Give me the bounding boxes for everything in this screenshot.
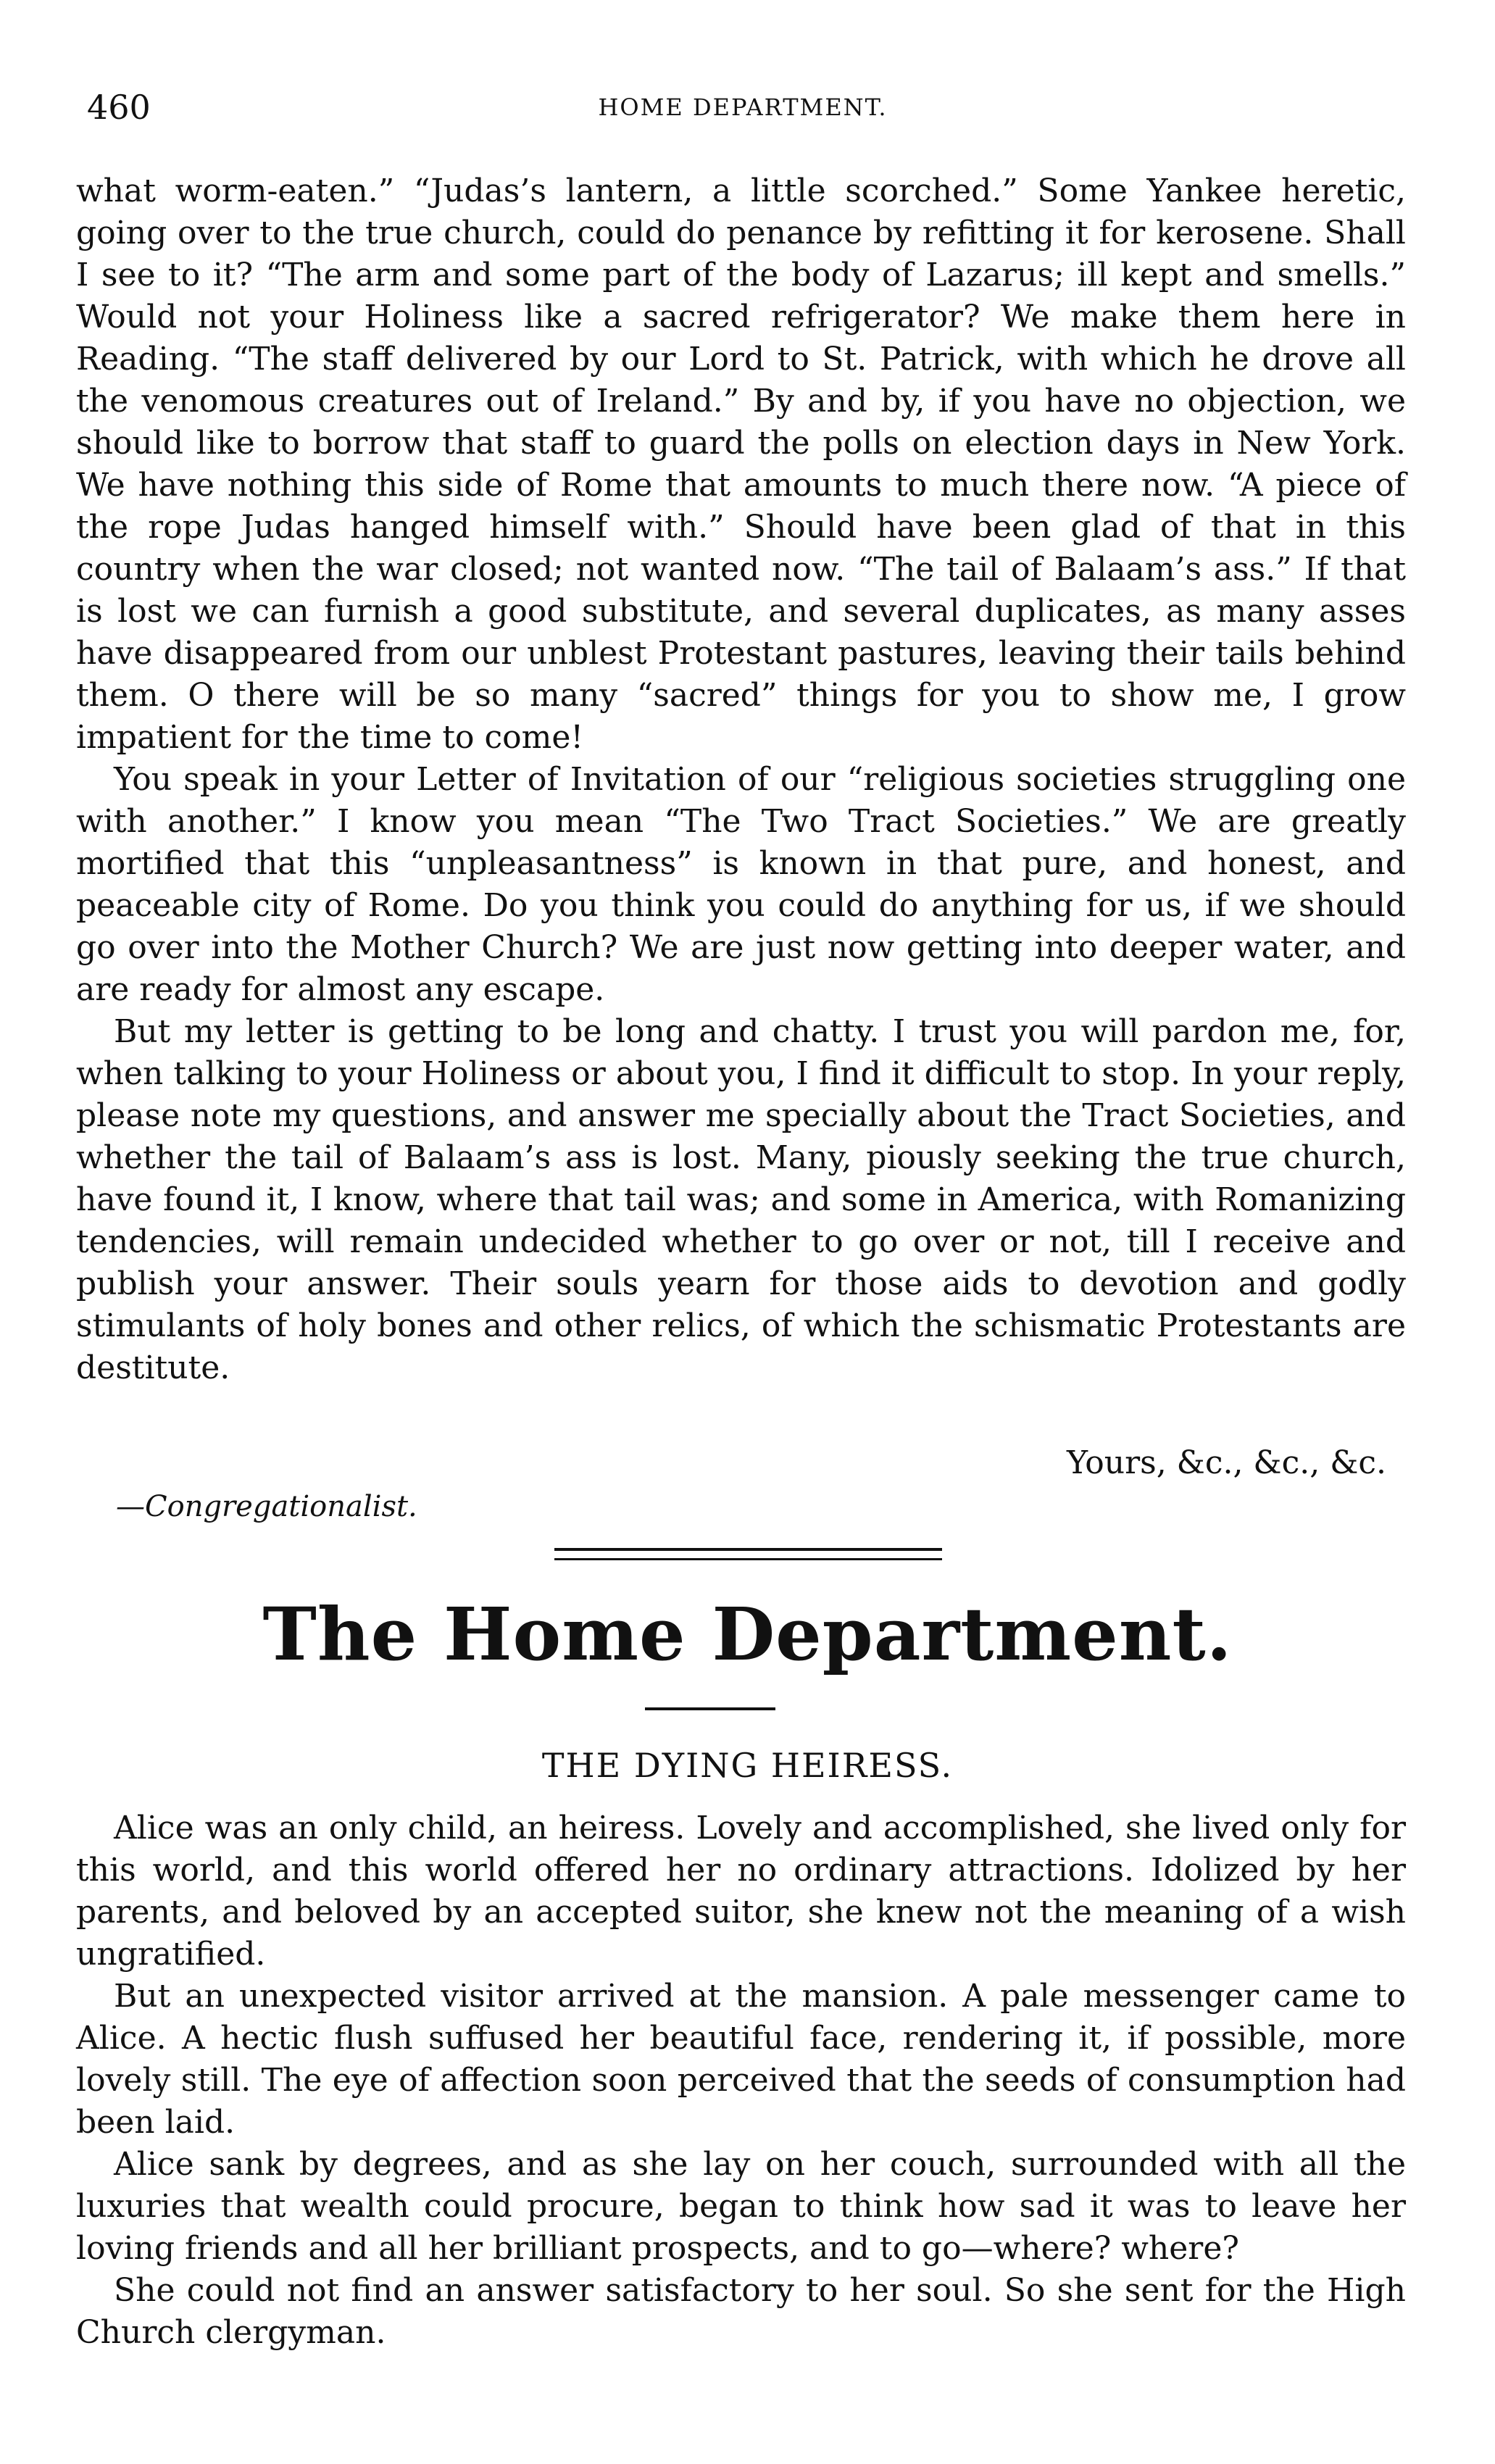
page-number: 460 bbox=[87, 88, 151, 127]
running-head-title: HOME DEPARTMENT. bbox=[598, 93, 888, 121]
double-rule-divider bbox=[554, 1548, 942, 1560]
letter-paragraph: what worm-eaten.” “Judas’s lantern, a little scorched.” Some Yankee heretic, going over to the true church, could do penance by refitting it for kerosene. Shall I see to it? “The arm and some part of the body of Lazarus; ill kept and smells.” Would not your Holiness like a sacred refrigerator? We make them here in Reading. “The staff delivered by our Lord to St. Patrick, with which he drove all the venomous creatures out of Ireland.” By and by, if you have no objection, we should like to borrow that staff to guard the polls on election days in New York. We have nothing this side of Rome that amounts to much there now. “A piece of the rope Judas hanged himself with.” Should have been glad of that in this country when the war closed; not wanted now. “The tail of Balaam’s ass.” If that is lost we can furnish a good substitute, and several duplicates, as many asses have disappeared from our unblest Protestant pastures, leaving their tails behind them. O there will be so many “sacred” things for you to show me, I grow impatient for the time to come! bbox=[76, 172, 1406, 756]
running-head bbox=[87, 86, 1399, 129]
article-paragraph: But an unexpected visitor arrived at the mansion. A pale messenger came to Alice. A hectic flush suffused her beautiful face, rendering it, if possible, more lovely still. The eye of affection soon perceived that the seeds of consumption had been laid. bbox=[76, 1978, 1406, 2141]
section-heading: The Home Department. bbox=[262, 1591, 1233, 1677]
letter-signoff: Yours, &c., &c., &c. bbox=[1067, 1444, 1386, 1481]
letter-body bbox=[76, 170, 1406, 1389]
short-rule-divider bbox=[645, 1707, 775, 1710]
article-paragraph: Alice was an only child, an heiress. Lovely and accomplished, she lived only for this world, and this world offered her no ordinary attractions. Idolized by her parents, and beloved by an accepted suitor, she knew not the meaning of a wish ungratified. bbox=[76, 1810, 1406, 1973]
letter-paragraph: You speak in your Letter of Invitation of our “religious societies struggling one with another.” I know you mean “The Two Tract Societies.” We are greatly mortified that this “unpleasantness” is known in that pure, and honest, and peaceable city of Rome. Do you think you could do anything for us, if we should go over into the Mother Church? We are just now getting into deeper water, and are ready for almost any escape. bbox=[76, 761, 1406, 1008]
article-body bbox=[76, 1807, 1406, 2354]
source-attribution: —Congregationalist. bbox=[116, 1490, 417, 1523]
article-title: THE DYING HEIRESS. bbox=[541, 1746, 954, 1785]
letter-paragraph: But my letter is getting to be long and chatty. I trust you will pardon me, for, when talking to your Holiness or about you, I find it difficult to stop. In your reply, please note my questions, and answer me specially about the Tract Societies, and whether the tail of Balaam’s ass is lost. Many, piously seeking the true church, have found it, I know, where that tail was; and some in America, with Romanizing tendencies, will remain undecided whether to go over or not, till I receive and publish your answer. Their souls yearn for those aids to devotion and godly stimulants of holy bones and other relics, of which the schismatic Protestants are destitute. bbox=[76, 1013, 1406, 1386]
article-paragraph: Alice sank by degrees, and as she lay on her couch, surrounded with all the luxuries that wealth could procure, began to think how sad it was to leave her loving friends and all her brilliant prospects, and to go—where? where? bbox=[76, 2146, 1406, 2267]
article-paragraph: She could not find an answer satisfactory to her soul. So she sent for the High Church clergyman. bbox=[76, 2272, 1406, 2351]
